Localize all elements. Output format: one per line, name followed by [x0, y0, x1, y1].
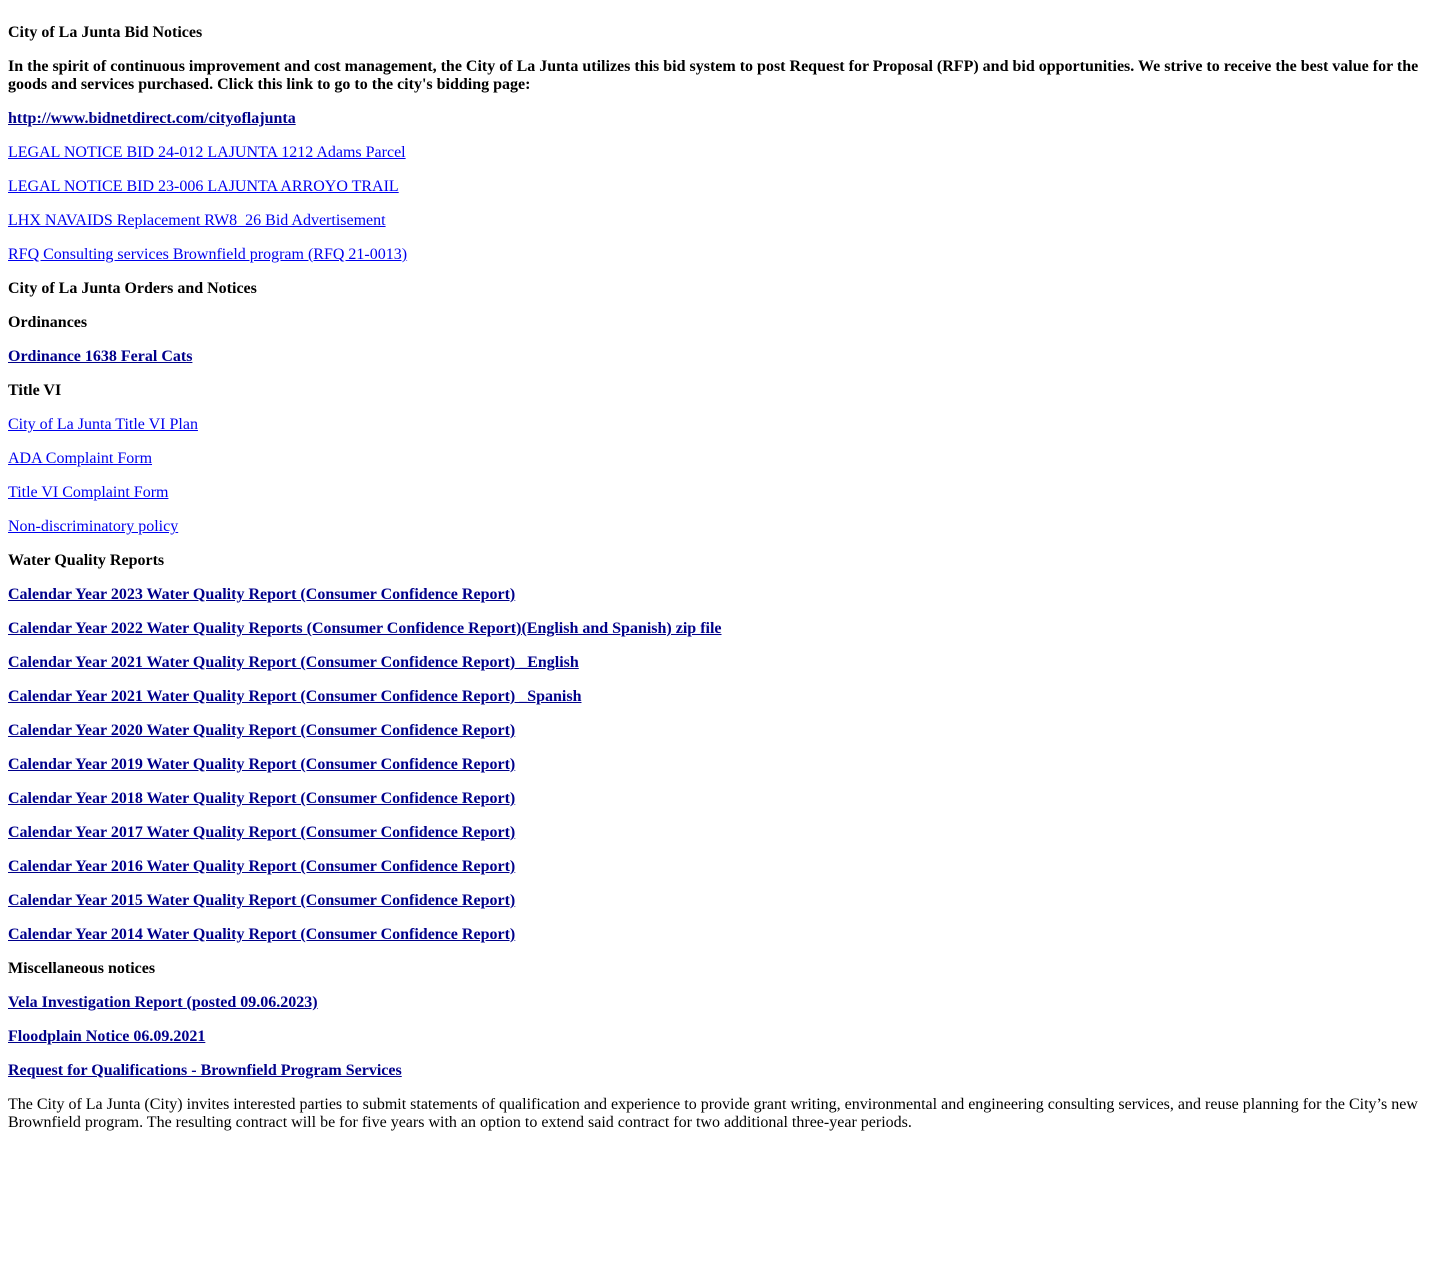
- floodplain-notice-link[interactable]: Floodplain Notice 06.09.2021: [8, 1028, 206, 1045]
- water-report-link[interactable]: Calendar Year 2014 Water Quality Report (Consumer Confidence Report): [8, 926, 516, 943]
- bidding-page-link[interactable]: http://www.bidnetdirect.com/cityoflajunta: [8, 110, 296, 127]
- title-vi-plan-link[interactable]: City of La Junta Title VI Plan: [8, 416, 198, 433]
- title-vi-heading: Title VI: [8, 382, 62, 399]
- ordinances-heading: Ordinances: [8, 314, 88, 331]
- water-report-link[interactable]: Calendar Year 2017 Water Quality Report (Consumer Confidence Report): [8, 824, 516, 841]
- bid-link-23-006[interactable]: LEGAL NOTICE BID 23-006 LAJUNTA ARROYO TRAIL: [8, 178, 399, 195]
- water-report-link[interactable]: Calendar Year 2021 Water Quality Report (Consumer Confidence Report) _English: [8, 654, 579, 671]
- non-discrimination-link[interactable]: Non-discriminatory policy: [8, 518, 179, 535]
- water-report-link[interactable]: Calendar Year 2018 Water Quality Report (Consumer Confidence Report): [8, 790, 516, 807]
- orders-heading: City of La Junta Orders and Notices: [8, 280, 257, 297]
- water-report-link[interactable]: Calendar Year 2020 Water Quality Report (Consumer Confidence Report): [8, 722, 516, 739]
- vela-report-link[interactable]: Vela Investigation Report (posted 09.06.2023): [8, 994, 318, 1011]
- water-heading: Water Quality Reports: [8, 552, 165, 569]
- misc-heading: Miscellaneous notices: [8, 960, 156, 977]
- water-report-link[interactable]: Calendar Year 2022 Water Quality Reports (Consumer Confidence Report)(English and Spanish) zip file: [8, 620, 722, 637]
- water-report-link[interactable]: Calendar Year 2019 Water Quality Report (Consumer Confidence Report): [8, 756, 516, 773]
- water-report-link[interactable]: Calendar Year 2021 Water Quality Report (Consumer Confidence Report) _Spanish: [8, 688, 582, 705]
- water-report-link[interactable]: Calendar Year 2023 Water Quality Report (Consumer Confidence Report): [8, 586, 516, 603]
- bid-link-24-012[interactable]: LEGAL NOTICE BID 24-012 LAJUNTA 1212 Adams Parcel: [8, 144, 406, 161]
- water-report-link[interactable]: Calendar Year 2016 Water Quality Report (Consumer Confidence Report): [8, 858, 516, 875]
- bid-notices-heading: City of La Junta Bid Notices: [8, 24, 203, 41]
- bid-link-navaids[interactable]: LHX NAVAIDS Replacement RW8_26 Bid Advertisement: [8, 212, 386, 229]
- bid-link-rfq[interactable]: RFQ Consulting services Brownfield program (RFQ 21-0013): [8, 246, 408, 263]
- water-report-link[interactable]: Calendar Year 2015 Water Quality Report (Consumer Confidence Report): [8, 892, 516, 909]
- rfq-description: The City of La Junta (City) invites interested parties to submit statements of qualification and experience to provide grant writing, environmental and engineering consulting services, and reuse planning for the City’s new Brownfield program. The resulting contract will be for five years with an option to extend said contract for two additional three-year periods.: [8, 1096, 1418, 1131]
- ordinance-link[interactable]: Ordinance 1638 Feral Cats: [8, 348, 193, 365]
- title-vi-complaint-link[interactable]: Title VI Complaint Form: [8, 484, 169, 501]
- bid-notices-intro: In the spirit of continuous improvement and cost management, the City of La Junta utilizes this bid system to post Request for Proposal (RFP) and bid opportunities. We strive to receive the best value for the goods and services purchased. Click this link to go to the city's bidding page:: [8, 58, 1419, 93]
- rfq-brownfield-link[interactable]: Request for Qualifications - Brownfield Program Services: [8, 1062, 402, 1079]
- ada-complaint-link[interactable]: ADA Complaint Form: [8, 450, 153, 467]
